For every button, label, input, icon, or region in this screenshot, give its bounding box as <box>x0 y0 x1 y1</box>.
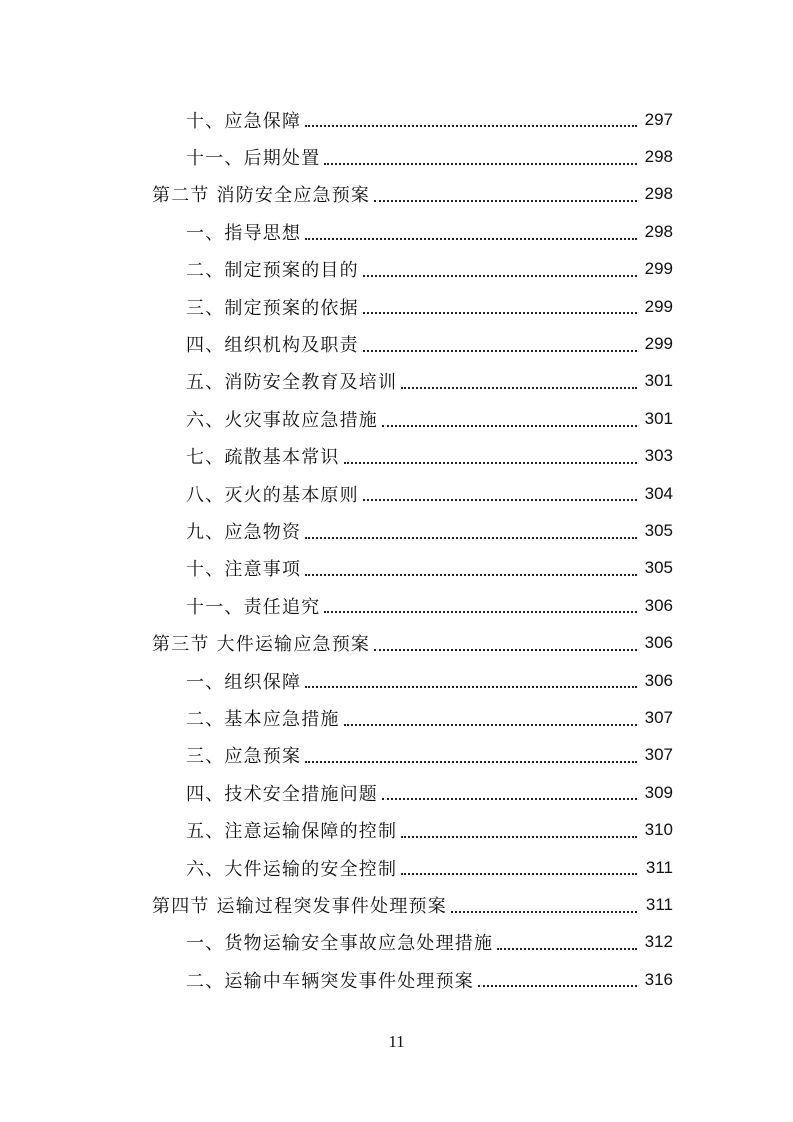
toc-dot-leader <box>363 349 637 352</box>
toc-dot-leader <box>363 274 637 277</box>
toc-entry[interactable] <box>0 774 793 811</box>
toc-entry-page: 311 <box>645 894 673 914</box>
toc-entry[interactable] <box>0 662 793 699</box>
toc-entry-title: 六、火灾事故应急措施 <box>186 406 380 432</box>
toc-dot-leader <box>497 947 637 950</box>
toc-entry-page: 316 <box>644 969 673 989</box>
toc-entry-page: 307 <box>644 707 673 727</box>
toc-entry-page: 299 <box>644 334 673 354</box>
toc-entry-page: 304 <box>644 483 673 503</box>
toc-entry-page: 305 <box>644 520 673 540</box>
toc-entry[interactable] <box>0 363 793 400</box>
toc-entry-title: 九、应急物资 <box>186 518 303 544</box>
toc-entry[interactable] <box>0 101 793 138</box>
toc-entry-page: 301 <box>644 408 673 428</box>
toc-entry[interactable] <box>0 213 793 250</box>
toc-dot-leader <box>305 536 637 539</box>
toc-dot-leader <box>324 610 637 613</box>
toc-entry-page: 306 <box>644 670 673 690</box>
table-of-contents <box>0 101 793 998</box>
toc-dot-leader <box>305 573 637 576</box>
toc-entry[interactable] <box>0 138 793 175</box>
toc-entry-title: 八、灭火的基本原则 <box>186 481 361 507</box>
toc-dot-leader <box>324 162 637 165</box>
toc-dot-leader <box>344 723 637 726</box>
toc-entry-title: 七、疏散基本常识 <box>186 443 342 469</box>
toc-entry-title: 第二节 消防安全应急预案 <box>152 181 372 207</box>
toc-entry[interactable] <box>0 811 793 848</box>
toc-entry[interactable] <box>0 961 793 998</box>
toc-entry[interactable] <box>0 288 793 325</box>
toc-entry-page: 299 <box>644 296 673 316</box>
toc-dot-leader <box>451 910 637 913</box>
page-number: 11 <box>388 1032 405 1051</box>
toc-entry-title: 五、消防安全教育及培训 <box>186 368 399 394</box>
toc-entry-page: 301 <box>644 371 673 391</box>
toc-dot-leader <box>363 311 637 314</box>
toc-section-entry[interactable] <box>0 176 793 213</box>
toc-entry[interactable] <box>0 587 793 624</box>
toc-entry-title: 四、技术安全措施问题 <box>186 780 380 806</box>
toc-dot-leader <box>374 199 637 202</box>
toc-entry[interactable] <box>0 924 793 961</box>
toc-entry-page: 298 <box>644 184 673 204</box>
toc-dot-leader <box>305 237 637 240</box>
toc-entry-page: 299 <box>644 259 673 279</box>
toc-dot-leader <box>401 386 637 389</box>
toc-entry-title: 十、应急保障 <box>186 107 303 133</box>
toc-entry[interactable] <box>0 550 793 587</box>
toc-entry-title: 十一、后期处置 <box>186 144 322 170</box>
toc-entry[interactable] <box>0 400 793 437</box>
toc-entry-page: 312 <box>644 932 673 952</box>
toc-dot-leader <box>374 648 637 651</box>
toc-section-entry[interactable] <box>0 886 793 923</box>
toc-entry-page: 307 <box>644 745 673 765</box>
toc-entry-title: 一、指导思想 <box>186 219 303 245</box>
toc-entry-page: 298 <box>644 147 673 167</box>
toc-dot-leader <box>305 760 637 763</box>
toc-entry[interactable] <box>0 699 793 736</box>
toc-entry-page: 310 <box>644 820 673 840</box>
toc-entry-page: 306 <box>644 595 673 615</box>
toc-entry-title: 五、注意运输保障的控制 <box>186 817 399 843</box>
toc-entry-title: 二、运输中车辆突发事件处理预案 <box>186 967 476 993</box>
toc-entry-title: 第三节 大件运输应急预案 <box>152 630 372 656</box>
toc-dot-leader <box>344 461 637 464</box>
toc-dot-leader <box>401 835 637 838</box>
toc-entry[interactable] <box>0 438 793 475</box>
toc-dot-leader <box>401 872 637 875</box>
toc-entry-page: 309 <box>644 782 673 802</box>
toc-entry-page: 311 <box>645 857 673 877</box>
toc-entry-title: 六、大件运输的安全控制 <box>186 855 399 881</box>
toc-entry-page: 305 <box>644 558 673 578</box>
toc-entry-title: 十、注意事项 <box>186 555 303 581</box>
toc-entry[interactable] <box>0 325 793 362</box>
toc-dot-leader <box>363 498 637 501</box>
toc-entry[interactable] <box>0 512 793 549</box>
toc-entry-title: 十一、责任追究 <box>186 593 322 619</box>
toc-dot-leader <box>382 797 637 800</box>
toc-entry[interactable] <box>0 251 793 288</box>
toc-entry-title: 一、组织保障 <box>186 668 303 694</box>
toc-entry-title: 三、制定预案的依据 <box>186 294 361 320</box>
toc-entry-page: 306 <box>644 633 673 653</box>
toc-dot-leader <box>305 685 637 688</box>
toc-entry-title: 三、应急预案 <box>186 742 303 768</box>
toc-dot-leader <box>382 424 637 427</box>
toc-entry-page: 298 <box>644 221 673 241</box>
toc-entry-page: 297 <box>644 109 673 129</box>
toc-entry[interactable] <box>0 475 793 512</box>
toc-entry-title: 二、基本应急措施 <box>186 705 342 731</box>
toc-entry-title: 第四节 运输过程突发事件处理预案 <box>152 892 449 918</box>
toc-entry-title: 一、货物运输安全事故应急处理措施 <box>186 929 495 955</box>
toc-entry-title: 四、组织机构及职责 <box>186 331 361 357</box>
toc-entry[interactable] <box>0 849 793 886</box>
toc-entry-title: 二、制定预案的目的 <box>186 256 361 282</box>
toc-dot-leader <box>305 124 637 127</box>
toc-entry-page: 303 <box>644 446 673 466</box>
toc-entry[interactable] <box>0 737 793 774</box>
toc-dot-leader <box>478 984 637 987</box>
toc-section-entry[interactable] <box>0 624 793 661</box>
